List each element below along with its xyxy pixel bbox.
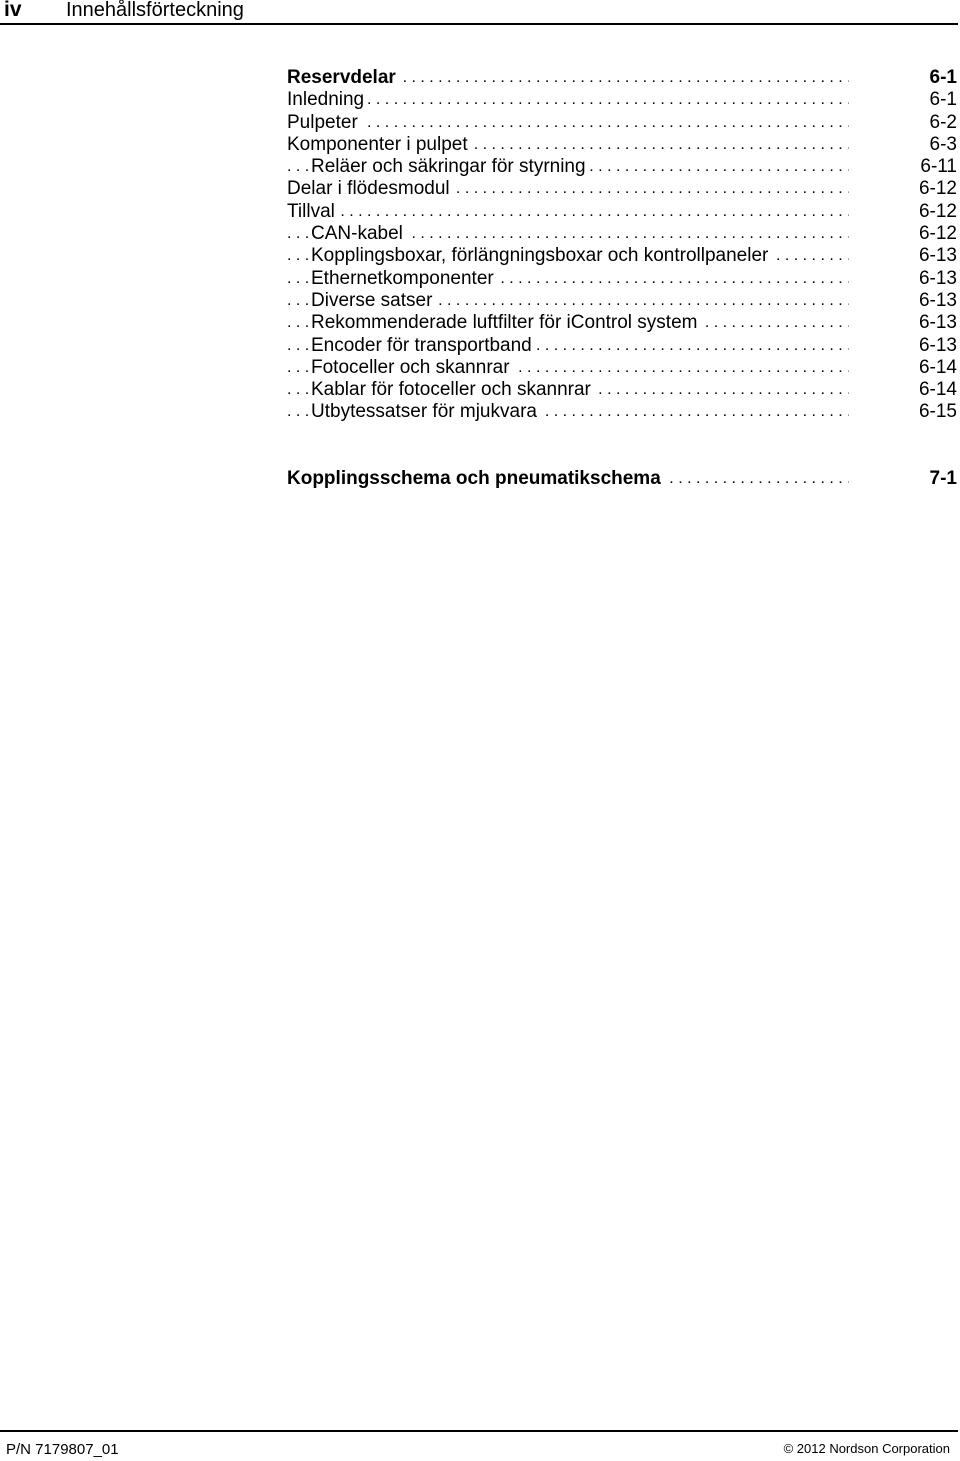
toc-entry-page: 6-13 <box>918 289 957 311</box>
page-number: iv <box>4 0 22 21</box>
toc-entry-label: Kablar för fotoceller och skannrar <box>311 379 595 400</box>
part-number: P/N 7179807_01 <box>6 1441 119 1458</box>
toc-entry-label: Inledning <box>287 89 368 110</box>
toc-entry-page: 6-13 <box>918 312 957 334</box>
toc-entry-page: 6-13 <box>918 245 957 267</box>
table-of-contents <box>287 67 957 490</box>
toc-entry-reservdelar[interactable] <box>287 67 957 89</box>
toc-entry-fotoceller[interactable] <box>287 357 957 379</box>
page-footer <box>0 1430 960 1461</box>
toc-entry-page: 6-14 <box>918 379 957 401</box>
toc-entry-can-kabel[interactable] <box>287 223 957 245</box>
toc-entry-label: Utbytessatser för mjukvara <box>311 401 541 422</box>
footer-rule <box>0 1430 958 1432</box>
toc-entry-label: Encoder för transportband <box>311 335 536 356</box>
toc-entry-relaer-och-sakringar[interactable] <box>287 156 957 178</box>
toc-entry-label: Kopplingsboxar, förlängningsboxar och kontrollpaneler <box>311 245 772 266</box>
toc-entry-label: Tillval <box>287 201 339 222</box>
dot-leader <box>287 112 849 134</box>
toc-entry-label: Ethernetkomponenter <box>311 268 498 289</box>
toc-entry-ethernetkomponenter[interactable] <box>287 268 957 290</box>
toc-entry-kopplingsboxar[interactable] <box>287 245 957 267</box>
toc-entry-label: Pulpeter <box>287 112 362 133</box>
toc-entry-page: 6-15 <box>918 401 957 423</box>
toc-entry-page: 7-1 <box>929 467 957 489</box>
toc-entry-page: 6-1 <box>929 67 957 88</box>
toc-entry-delar-i-flodesmodul[interactable] <box>287 178 957 200</box>
toc-entry-page: 6-1 <box>929 89 957 111</box>
toc-entry-label: CAN-kabel <box>311 223 407 244</box>
toc-entry-page: 6-12 <box>918 200 957 222</box>
toc-entry-page: 6-13 <box>918 267 957 289</box>
toc-entry-page: 6-2 <box>929 111 957 133</box>
toc-entry-page: 6-3 <box>929 133 957 155</box>
toc-entry-label: Komponenter i pulpet <box>287 134 472 155</box>
header-rule <box>0 23 958 25</box>
toc-entry-label: Fotoceller och skannrar <box>311 357 514 378</box>
dot-leader <box>287 201 849 223</box>
toc-entry-label: Diverse satser <box>311 290 436 311</box>
toc-entry-utbytessatser[interactable] <box>287 401 957 423</box>
toc-entry-label: Reläer och säkringar för styrning <box>311 156 590 177</box>
toc-entry-page: 6-13 <box>918 334 957 356</box>
toc-entry-tillval[interactable] <box>287 201 957 223</box>
header-title: Innehållsförteckning <box>66 0 244 21</box>
toc-entry-kopplingsschema[interactable] <box>287 468 957 490</box>
toc-entry-label: Rekommenderade luftfilter för iControl system <box>311 312 701 333</box>
toc-entry-kablar[interactable] <box>287 379 957 401</box>
toc-entry-page: 6-12 <box>918 178 957 200</box>
page-header <box>0 0 960 24</box>
toc-entry-page: 6-11 <box>920 156 957 178</box>
toc-entry-label: Kopplingsschema och pneumatikschema <box>287 468 665 489</box>
toc-entry-komponenter-i-pulpet[interactable] <box>287 134 957 156</box>
toc-entry-pulpeter[interactable] <box>287 112 957 134</box>
toc-entry-page: 6-12 <box>918 223 957 245</box>
toc-entry-diverse-satser[interactable] <box>287 290 957 312</box>
toc-entry-label: Reservdelar <box>287 67 400 88</box>
copyright: © 2012 Nordson Corporation <box>783 1441 950 1456</box>
toc-entry-page: 6-14 <box>918 356 957 378</box>
toc-entry-encoder[interactable] <box>287 335 957 357</box>
toc-entry-inledning[interactable] <box>287 89 957 111</box>
toc-entry-luftfilter[interactable] <box>287 312 957 334</box>
toc-entry-label: Delar i flödesmodul <box>287 178 454 199</box>
dot-leader <box>287 89 849 111</box>
